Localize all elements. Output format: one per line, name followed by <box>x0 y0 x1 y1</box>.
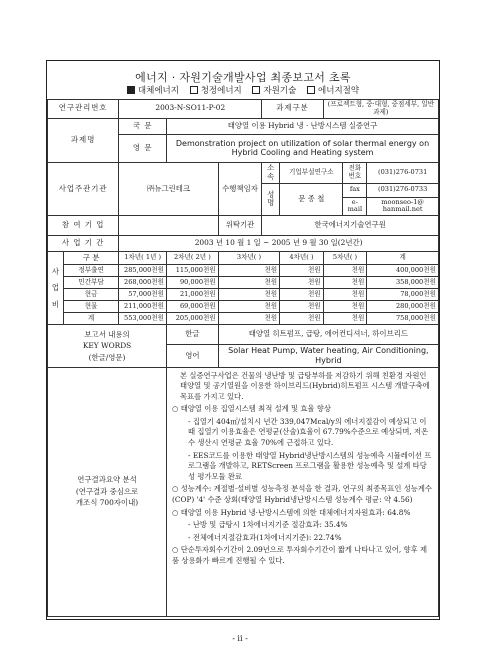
budget-cell: 천원 <box>323 277 367 289</box>
budget-year-4: 4차년( ) <box>280 252 324 265</box>
budget-side-label: 사 업 비 <box>48 252 64 325</box>
budget-row-name: 계 <box>63 313 118 325</box>
summary-label-line: 연구결과요약 분석 <box>77 474 137 484</box>
budget-cell: 78,000천원 <box>367 289 439 301</box>
budget-cell: 758,000천원 <box>367 313 439 325</box>
checkbox-empty-icon <box>190 86 198 94</box>
fax-label: fax <box>343 183 367 197</box>
name-label: 성명 <box>262 183 280 216</box>
budget-row-cash <box>48 289 439 301</box>
project-en-label: 영 문 <box>119 134 167 162</box>
summary-paragraph: - 난방 및 급탕시 1차에너지기준 절감효과: 35.4% <box>188 520 348 530</box>
budget-cell: 285,000천원 <box>119 265 167 277</box>
budget-cell: 천원 <box>280 313 324 325</box>
keywords-kr-row <box>48 325 439 345</box>
category-alt-energy[interactable]: 대체에너지 <box>127 86 179 96</box>
keywords-kr-value: 태양열 히트펌프, 급탕, 에어컨디셔너, 하이브리드 <box>218 325 438 345</box>
summary-paragraph: - 전체에너지절감효과(1차에너지기준): 22.74% <box>188 532 342 542</box>
summary-label-line: 개조식 700자이내) <box>75 498 139 508</box>
mgmt-value: 2003-N-SO11-P-02 <box>119 100 262 119</box>
budget-year-3: 3차년( ) <box>218 252 279 265</box>
page-title: 에너지 · 자원기술개발사업 최종보고서 초록 <box>135 71 351 84</box>
budget-row-inkind <box>48 301 439 313</box>
phone-value: (031)276-0731 <box>367 162 439 183</box>
period-row <box>48 236 439 252</box>
budget-cell: 205,000천원 <box>167 313 219 325</box>
mgmt-row <box>48 100 439 119</box>
project-kr-value: 태양열 이용 Hybrid 냉 · 난방시스템 실증연구 <box>167 118 439 134</box>
budget-cell: 21,000천원 <box>167 289 219 301</box>
budget-row-private <box>48 277 439 289</box>
org-row-1 <box>48 162 439 183</box>
email-label: e-mail <box>343 197 367 216</box>
summary-paragraph: ○ 성능계수: 계절별·설비별 성능측정 분석을 한 결과, 연구의 최종목표인 성능계수(COP) '4' 수준 상회(태양열 Hybrid냉난방시스템 성능계수 평균: 약 4.56) <box>172 484 432 504</box>
summary-paragraph: ○ 태양열 이용 집열시스템 최적 설계 및 효율 향상 <box>172 404 331 414</box>
period-value: 2003 년 10 월 1 일 ~ 2005 년 9 월 30 일(2년간) <box>119 236 439 252</box>
budget-cell: 69,000천원 <box>167 301 219 313</box>
budget-cell: 천원 <box>218 265 279 277</box>
budget-cell: 천원 <box>280 301 324 313</box>
budget-row-name: 현금 <box>63 289 118 301</box>
budget-row-name: 현물 <box>63 301 118 313</box>
budget-cell: 268,000천원 <box>119 277 167 289</box>
budget-cell: 400,000천원 <box>367 265 439 277</box>
budget-cell: 280,000천원 <box>367 301 439 313</box>
budget-header-row <box>48 252 439 265</box>
summary-paragraph: - 집열기 404㎡/설치시 년간 339,047Mcal/y의 에너지절감이 예상되고 이때 집열기 이용효율은 연평균(산술)효율이 67.79%수준으로 예상되며, 저온수 생산시 연평균 효율 70%에 근접하고 있다. <box>188 416 429 448</box>
budget-col-header: 구 분 <box>63 252 118 265</box>
exec-label: 수행책임자 <box>218 162 262 216</box>
budget-cell: 천원 <box>218 313 279 325</box>
budget-row-gov <box>48 265 439 277</box>
name-value: 문 종 철 <box>280 183 343 216</box>
summary-label <box>48 367 167 616</box>
budget-cell: 115,000천원 <box>167 265 219 277</box>
section-label: 과제구분 <box>262 100 323 119</box>
budget-cell: 천원 <box>323 301 367 313</box>
budget-cell: 천원 <box>280 265 324 277</box>
budget-cell: 천원 <box>280 289 324 301</box>
budget-cell: 57,000천원 <box>119 289 167 301</box>
budget-cell: 천원 <box>218 289 279 301</box>
keywords-label <box>48 325 167 367</box>
budget-year-5: 5차년( ) <box>323 252 367 265</box>
budget-cell: 358,000천원 <box>367 277 439 289</box>
budget-cell: 천원 <box>280 277 324 289</box>
org-value: ㈜뉴그린테크 <box>119 162 218 216</box>
category-checkboxes <box>47 84 439 96</box>
keywords-en-value: Solar Heat Pump, Water heating, Air Conditioning, Hybrid <box>218 345 438 367</box>
mgmt-label: 연구관리번호 <box>48 100 119 119</box>
report-abstract-form <box>46 60 440 620</box>
checkbox-empty-icon <box>307 86 315 94</box>
email-value: moonseo-1@ hanmail.net <box>367 197 439 216</box>
summary-row <box>48 367 439 616</box>
budget-row-total <box>48 313 439 325</box>
budget-year-2: 2차년( 2년 ) <box>167 252 219 265</box>
project-label: 과제명 <box>48 118 119 162</box>
section-value: (프로젝트형, 중·대형, 중점세부, 일반과제) <box>323 100 438 119</box>
budget-total-header: 계 <box>367 252 439 265</box>
checkbox-empty-icon <box>252 86 260 94</box>
abstract-table <box>47 99 439 617</box>
budget-cell: 553,000천원 <box>119 313 167 325</box>
affil-label: 소속 <box>262 162 280 183</box>
phone-label: 전화번호 <box>343 162 367 183</box>
project-kr-label: 국 문 <box>119 118 167 134</box>
delegated-value: 한국에너지기술연구원 <box>262 216 439 236</box>
summary-label-line: (연구결과 중심으로 <box>75 486 139 496</box>
budget-year-1: 1차년( 1년 ) <box>119 252 167 265</box>
project-en-value: Demonstration project on utilization of solar thermal energy on Hybrid Cooling and Heating system <box>167 134 439 162</box>
project-kr-row <box>48 118 439 134</box>
partner-label: 참 여 기 업 <box>48 216 119 236</box>
budget-row-name: 정부출연 <box>63 265 118 277</box>
summary-paragraph: 본 실증연구사업은 건물의 냉난방 및 급탕부하를 저감하기 위해 친환경 자원인 태양열 및 공기열원을 이용한 하이브리드(Hybrid)히트펌프 시스템 개발구축에 목표를 가지고 있다. <box>180 370 430 401</box>
affil-value: 기업부설연구소 <box>280 162 343 183</box>
page-number: - ii - <box>232 634 248 643</box>
partner-row <box>48 216 439 236</box>
summary-paragraph: - EES코드를 이용한 태양열 Hybrid냉난방시스템의 성능예측 시뮬레이션 프로그램을 개발하고, RETScreen 프로그램을 활용한 성능예측 및 설계 타당성 평가모듈 완료 <box>188 450 432 481</box>
keywords-kr-label: 한글 <box>167 325 219 345</box>
summary-paragraph: ○ 태양열 이용 Hybrid 냉·난방시스템에 의한 대체에너지자원효과: 64.8% <box>172 507 411 517</box>
budget-row-name: 민간부담 <box>63 277 118 289</box>
budget-cell: 211,000천원 <box>119 301 167 313</box>
keywords-en-label: 영어 <box>167 345 219 367</box>
budget-cell: 90,000천원 <box>167 277 219 289</box>
budget-cell: 천원 <box>323 289 367 301</box>
partner-value <box>119 216 218 236</box>
keywords-label-line: KEY WORDS <box>82 341 132 351</box>
summary-body <box>167 367 439 616</box>
budget-cell: 천원 <box>323 313 367 325</box>
category-resource-tech[interactable]: 자원기술 <box>252 86 296 96</box>
checkbox-checked-icon <box>127 86 135 94</box>
category-clean-energy[interactable]: 청정에너지 <box>190 86 242 96</box>
org-label: 사업주관기관 <box>48 162 119 216</box>
keywords-label-line: (한글/영문) <box>88 352 126 362</box>
keywords-label-line: 보고서 내용의 <box>84 330 130 340</box>
category-energy-saving[interactable]: 에너지절약 <box>307 86 359 96</box>
budget-cell: 천원 <box>218 301 279 313</box>
summary-paragraph: ○ 단순투자회수기간이 2.09년으로 투자회수기간이 짧게 나타나고 있어, 향후 제품 상용화가 빠르게 진행될 수 있다. <box>172 545 427 565</box>
fax-value: (031)276-0733 <box>367 183 439 197</box>
budget-cell: 천원 <box>218 277 279 289</box>
delegated-label: 위탁기관 <box>218 216 262 236</box>
budget-cell: 천원 <box>323 265 367 277</box>
period-label: 사 업 기 간 <box>48 236 119 252</box>
